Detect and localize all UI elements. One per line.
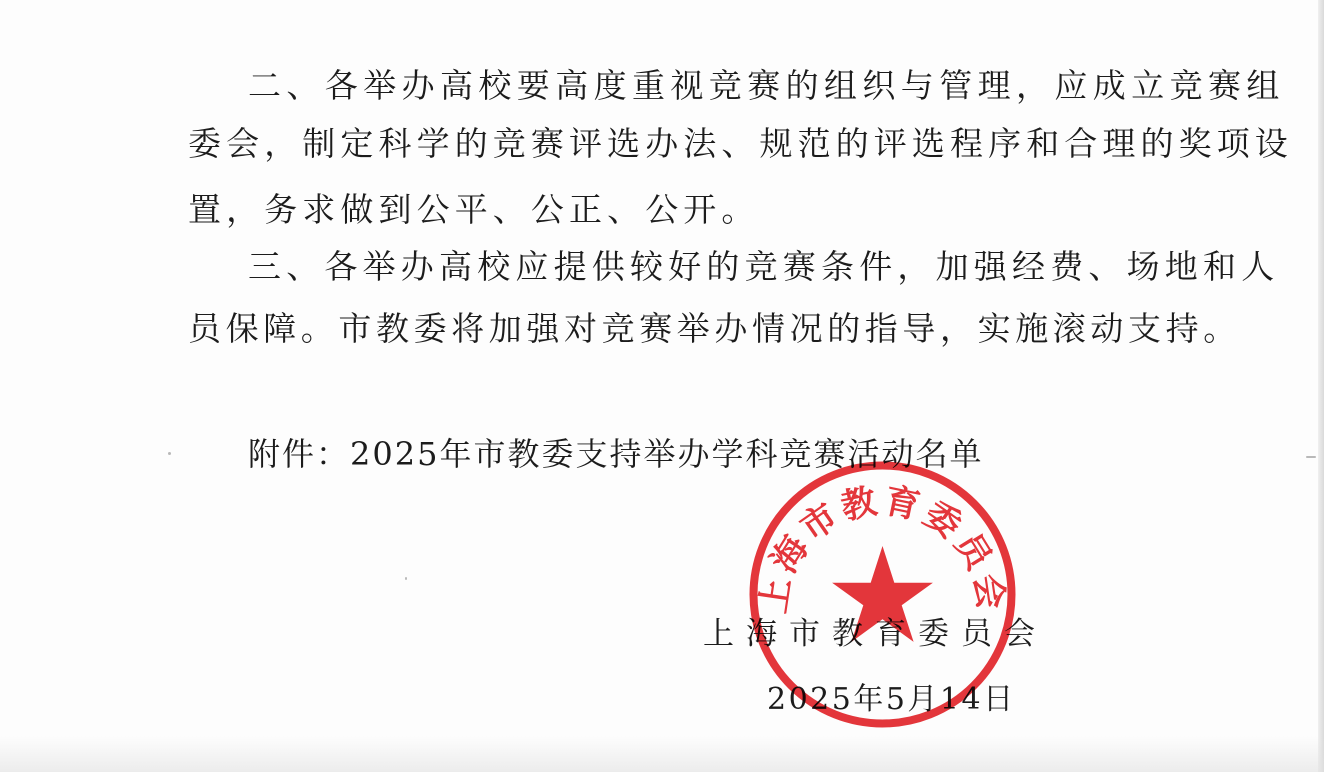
paragraph-2-line-2: 委会，制定科学的竞赛评选办法、规范的评选程序和合理的奖项设 xyxy=(188,124,1293,163)
scan-shadow xyxy=(0,736,1324,772)
issue-date: 2025年5月14日 xyxy=(767,682,1016,717)
seal-arc-text: 上海市教育委员会 xyxy=(754,481,1011,616)
attachment-note: 附件：2025年市教委支持举办学科竞赛活动名单 xyxy=(248,435,984,473)
official-seal-stamp xyxy=(745,457,1020,732)
scan-speck xyxy=(168,452,171,455)
seal-star-icon xyxy=(832,546,933,642)
scan-speck xyxy=(405,577,407,580)
paragraph-3-line-1: 三、各举办高校应提供较好的竞赛条件，加强经费、场地和人 xyxy=(248,247,1280,286)
issuer-signature: 上海市教育委员会 xyxy=(703,616,1047,652)
scan-speck xyxy=(1306,456,1316,458)
paragraph-2-line-3: 置，务求做到公平、公正、公开。 xyxy=(188,190,760,229)
scan-edge xyxy=(1318,0,1324,772)
paragraph-3-line-2: 员保障。市教委将加强对竞赛举办情况的指导，实施滚动支持。 xyxy=(188,309,1241,348)
paragraph-2-line-1: 二、各举办高校要高度重视竞赛的组织与管理，应成立竞赛组 xyxy=(248,66,1285,105)
